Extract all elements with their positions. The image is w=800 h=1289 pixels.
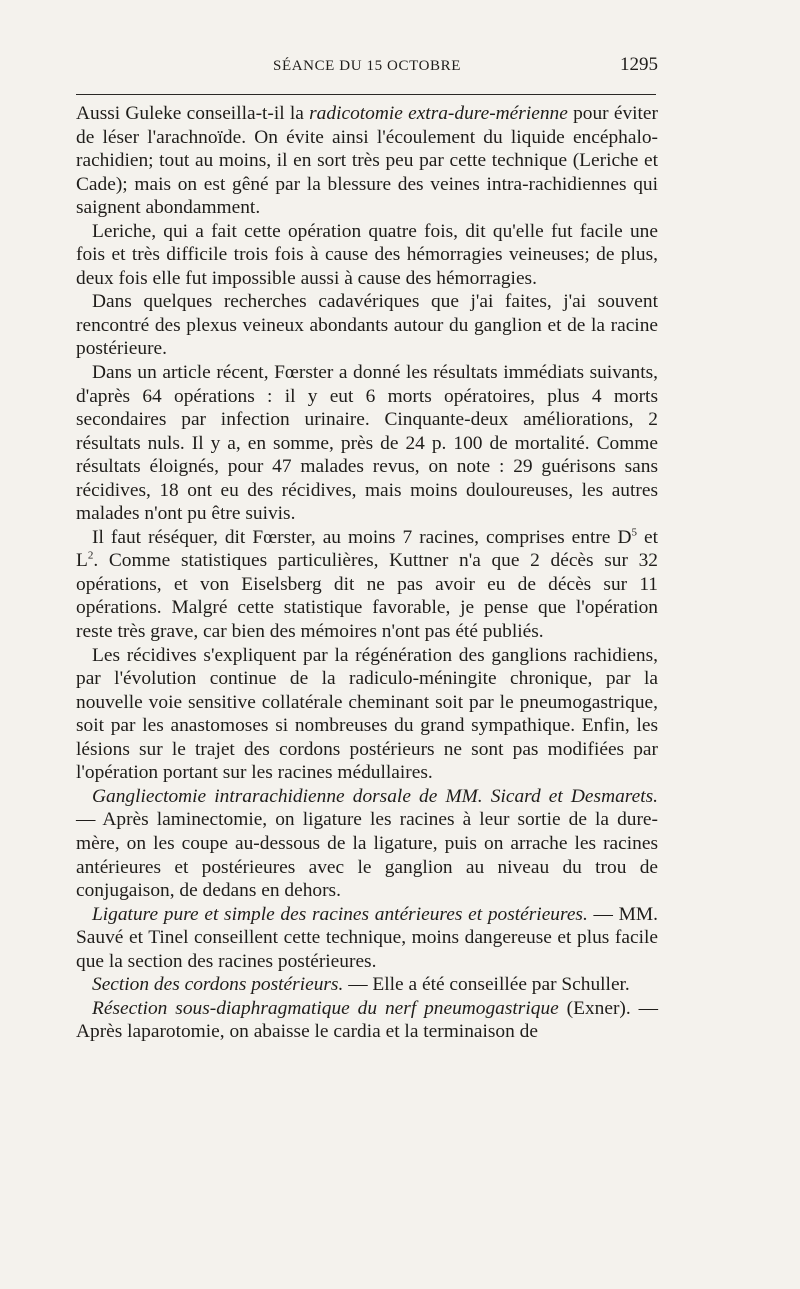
paragraph bbox=[76, 903, 658, 974]
paragraph-text: Les récidives s'expliquent par la régénération des ganglions rachidiens, par l'évolution continue de la radiculo-méningite chronique, par la nouvelle voie sensitive collatérale cheminant soit par le pneumogastrique, soit par les anastomoses si nombreuses du grand sympathique. Enfin, les lésions sur le trajet des cordons postérieurs ne sont pas modifiées par l'opération portant sur les racines médullaires. bbox=[76, 644, 658, 784]
running-head-title: SÉANCE DU 15 OCTOBRE bbox=[273, 58, 461, 74]
paragraph-text: — MM. Sauvé et Tinel conseillent cette technique, moins dangereuse et plus facile que la section des racines postérieures. bbox=[76, 903, 658, 972]
running-head bbox=[76, 52, 658, 82]
superscript: 2 bbox=[87, 549, 94, 562]
paragraph-text: pour éviter de léser l'arachnoïde. On évite ainsi l'écoulement du liquide encéphalo-rachidien; tout au moins, il en sort très peu par cette technique (Leriche et Cade); mais on est gêné par la blessure des veines intra-rachidiennes qui saignent abondamment. bbox=[76, 103, 658, 219]
paragraph bbox=[76, 220, 658, 291]
paragraph-text: (Exner). — Après laparotomie, on abaisse le cardia et la terminaison de bbox=[76, 997, 658, 1043]
paragraph-text: Aussi Guleke conseilla-t-il la bbox=[76, 103, 310, 124]
italic-heading-text: Section des cordons postérieurs. bbox=[92, 974, 344, 996]
paragraph-text: Dans un article récent, Fœrster a donné les résultats immédiats suivants, d'après 64 opérations : il y eut 6 morts opératoires, plus 4 morts secondaires par infection urinaire. Cinquante-deux améliorations, 2 résultats nuls. Il y a, en somme, près de 24 p. 100 de mortalité. Comme résultats éloignés, pour 47 malades revus, on note : 29 guérisons sans récidives, 18 ont eu des récidives, mais moins douloureuses, les autres malades n'ont pu être suivis. bbox=[76, 362, 658, 525]
paragraph-text: Il faut réséquer, dit Fœrster, au moins 7 racines, comprises entre D bbox=[92, 526, 632, 548]
italic-heading-text: Gangliectomie intrarachidienne dorsale de MM. Sicard et Desmarets. bbox=[92, 785, 658, 807]
paragraph-text: Dans quelques recherches cadavériques que j'ai faites, j'ai souvent rencontré des plexus veineux abondants autour du ganglion et de la racine postérieure. bbox=[76, 291, 658, 360]
paragraph-text: . Comme statistiques particulières, Kuttner n'a que 2 décès sur 32 opérations, et von Eiselsberg dit ne pas avoir eu de décès sur 11 opérations. Malgré cette statistique favorable, je pense que l'opération reste très grave, car bien des mémoires n'ont pas été publiés. bbox=[76, 550, 658, 643]
paragraph bbox=[76, 644, 658, 785]
paragraph bbox=[76, 102, 658, 220]
page-number: 1295 bbox=[620, 54, 658, 75]
italic-heading-text: radicotomie extra-dure-mérienne bbox=[309, 103, 568, 124]
paragraph-text: et L bbox=[76, 526, 658, 572]
paragraph bbox=[76, 290, 658, 361]
paragraph bbox=[76, 785, 658, 903]
paragraph-text: — Après laminectomie, on ligature les racines à leur sortie de la dure-mère, on les coupe au-dessous de la ligature, puis on arrache les racines antérieures et postérieures avec le ganglion au niveau du trou de conjugaison, de dedans en dehors. bbox=[76, 809, 658, 902]
paragraph bbox=[76, 361, 658, 526]
superscript: 5 bbox=[631, 526, 637, 539]
header-rule bbox=[76, 94, 656, 95]
paragraph bbox=[76, 997, 658, 1044]
italic-heading-text: Résection sous-diaphragmatique du nerf pneumogastrique bbox=[92, 997, 559, 1019]
paragraph bbox=[76, 973, 658, 997]
paragraph bbox=[76, 526, 658, 644]
paragraph-text: — Elle a été conseillée par Schuller. bbox=[343, 974, 630, 996]
paragraph-text: Leriche, qui a fait cette opération quatre fois, dit qu'elle fut facile une fois et très difficile trois fois à cause des hémorragies veineuses; de plus, deux fois elle fut impossible aussi à cause des hémorragies. bbox=[76, 220, 658, 289]
italic-heading-text: Ligature pure et simple des racines antérieures et postérieures. bbox=[92, 903, 588, 925]
body-text bbox=[76, 102, 658, 1044]
